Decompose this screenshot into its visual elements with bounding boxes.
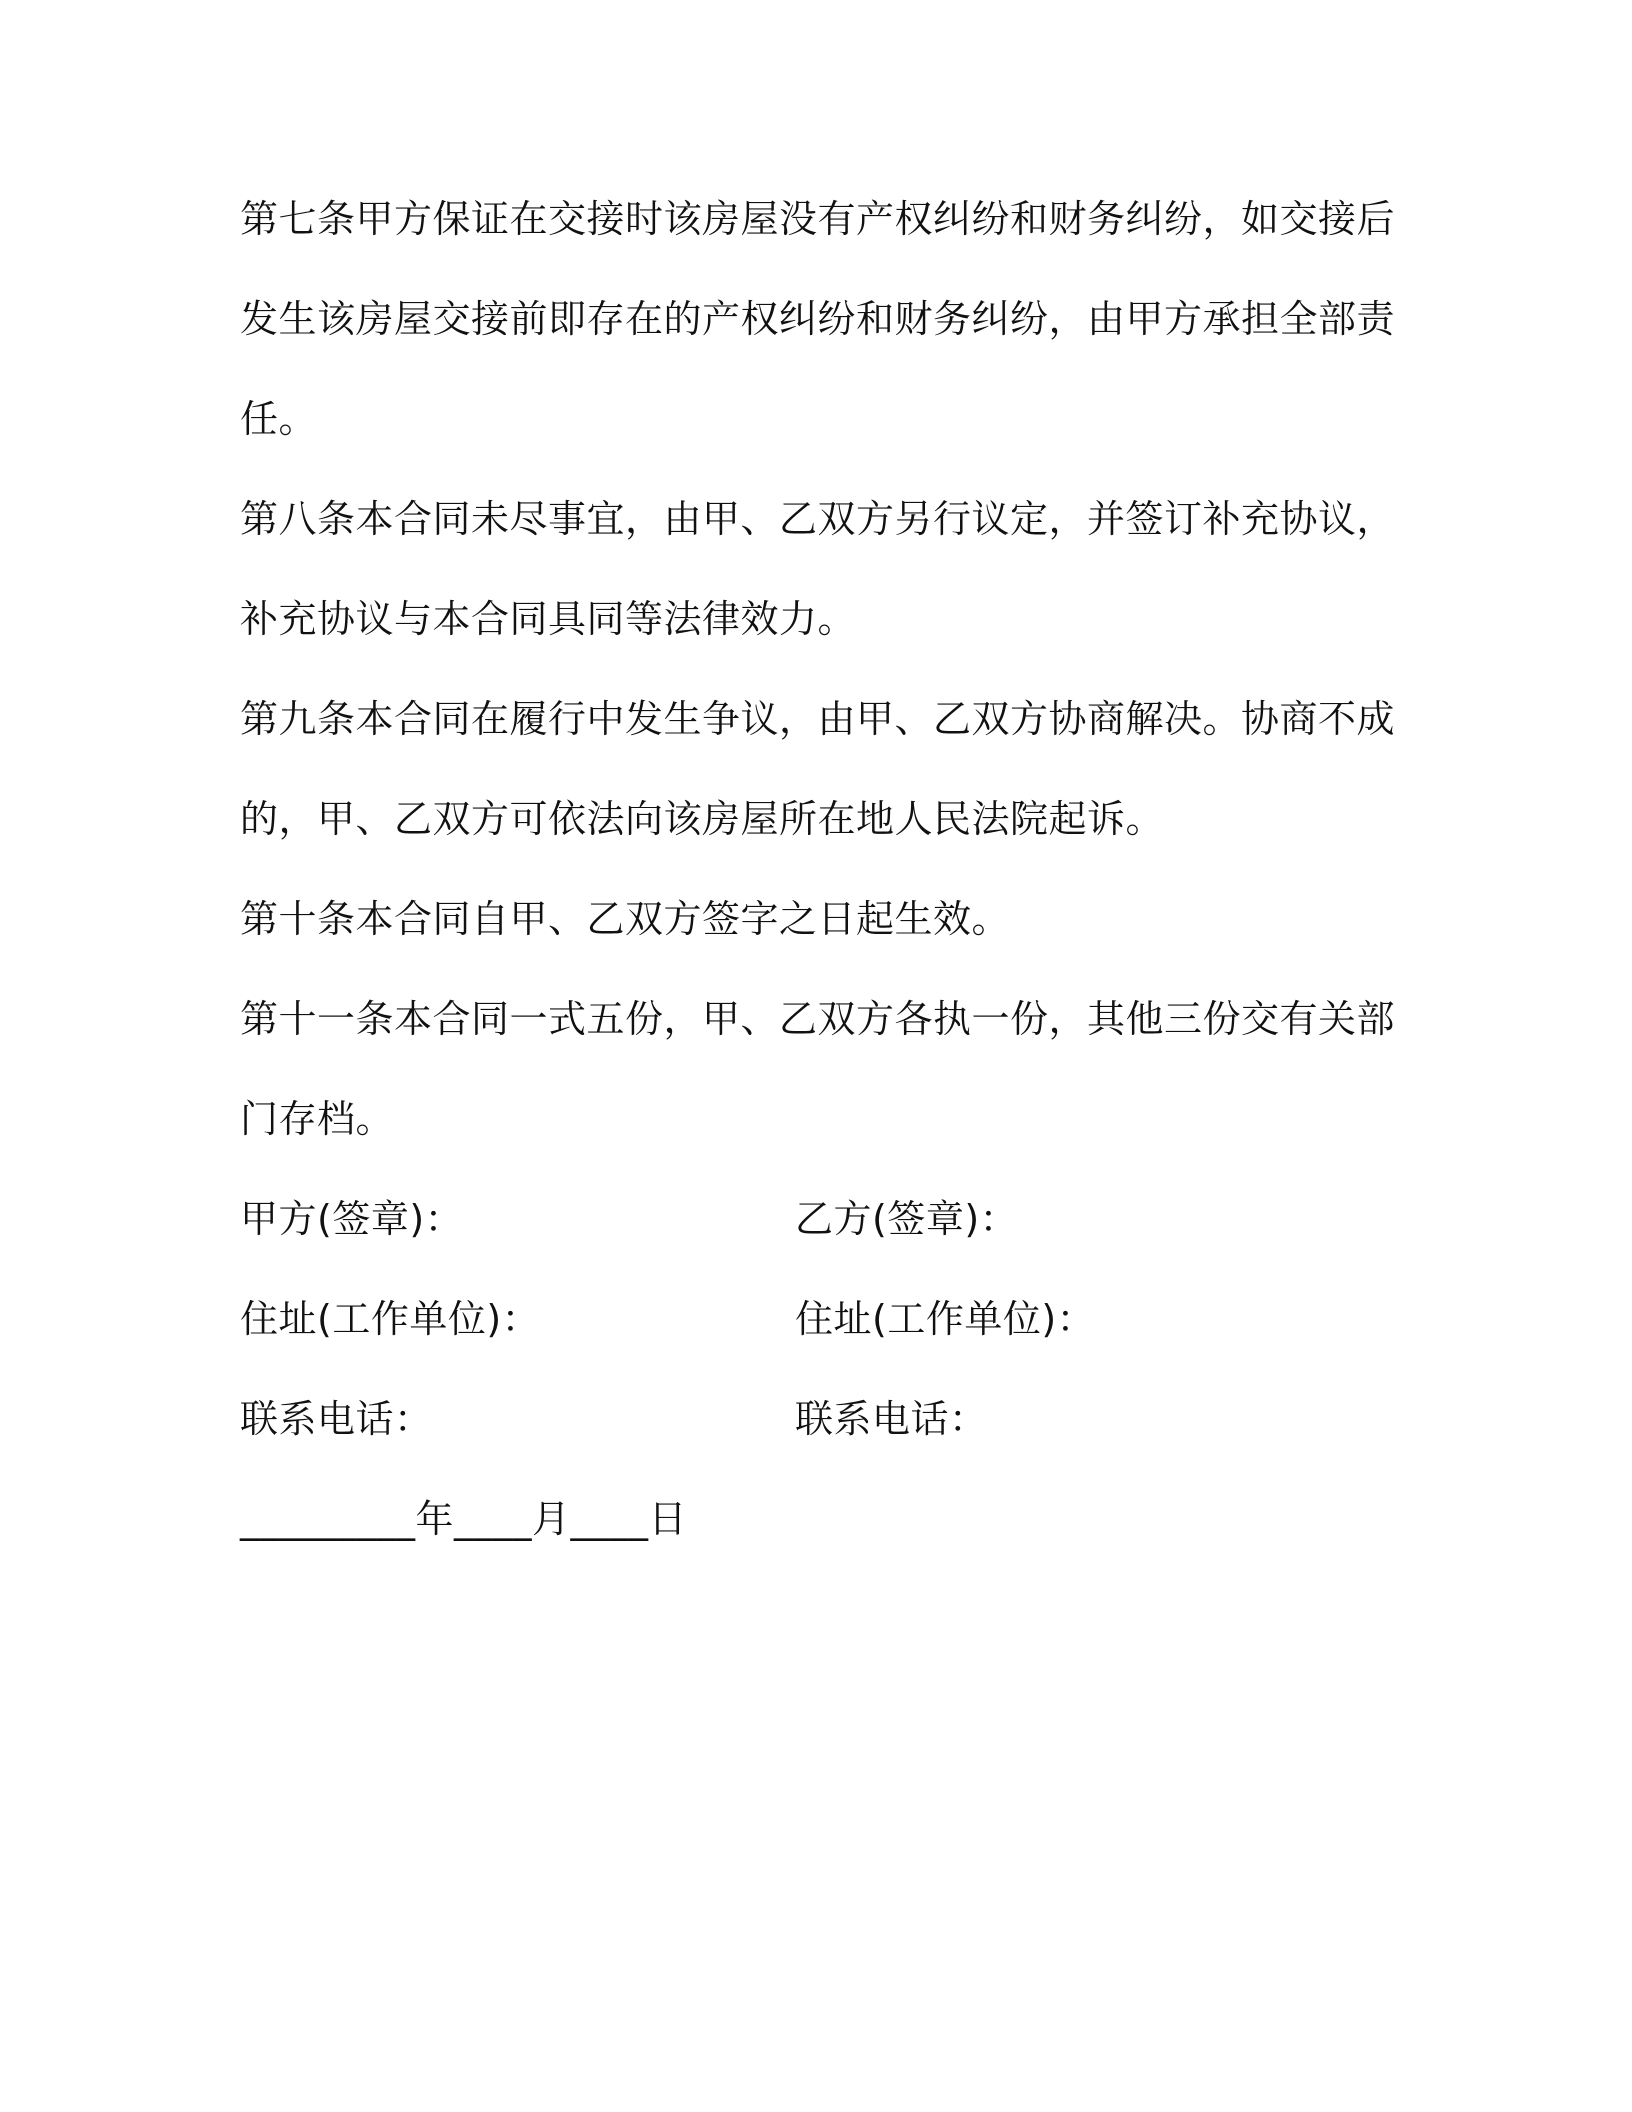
article-7-line-1: 第七条甲方保证在交接时该房屋没有产权纠纷和财务纠纷，如交接后 bbox=[240, 197, 1396, 241]
party-b-seal-label: 乙方(签章)： bbox=[795, 1197, 1019, 1241]
article-11-line-1: 第十一条本合同一式五份，甲、乙双方各执一份，其他三份交有关部 bbox=[240, 997, 1396, 1041]
party-b-phone-label: 联系电话： bbox=[795, 1397, 988, 1441]
signing-date-line: _________年____月____日 bbox=[240, 1497, 688, 1541]
article-7-line-2: 发生该房屋交接前即存在的产权纠纷和财务纠纷，由甲方承担全部责 bbox=[240, 297, 1396, 341]
article-11-line-2: 门存档。 bbox=[240, 1097, 395, 1141]
article-9-line-2: 的，甲、乙双方可依法向该房屋所在地人民法院起诉。 bbox=[240, 797, 1165, 841]
party-a-address-label: 住址(工作单位)： bbox=[240, 1297, 541, 1341]
article-9-line-1: 第九条本合同在履行中发生争议，由甲、乙双方协商解决。协商不成 bbox=[240, 697, 1396, 741]
article-7-line-3: 任。 bbox=[240, 397, 318, 441]
party-a-seal-label: 甲方(签章)： bbox=[240, 1197, 464, 1241]
article-10-line-1: 第十条本合同自甲、乙双方签字之日起生效。 bbox=[240, 897, 1011, 941]
article-8-line-1: 第八条本合同未尽事宜，由甲、乙双方另行议定，并签订补充协议， bbox=[240, 497, 1396, 541]
party-b-address-label: 住址(工作单位)： bbox=[795, 1297, 1096, 1341]
article-8-line-2: 补充协议与本合同具同等法律效力。 bbox=[240, 597, 857, 641]
party-a-phone-label: 联系电话： bbox=[240, 1397, 433, 1441]
